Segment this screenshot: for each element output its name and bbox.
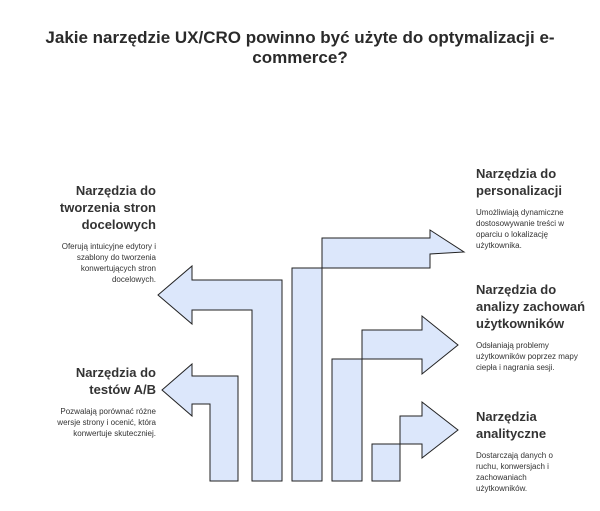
tool-analytics-description: Dostarczają danych o ruchu, konwersjach i zachowaniach użytkowników. bbox=[476, 451, 553, 493]
tool-analytics-heading: Narzędzia analityczne bbox=[476, 409, 547, 441]
tool-landing-pages-description: Oferują intuicyjne edytory i szablony do tworzenia konwertujących stron docelowych. bbox=[61, 242, 156, 284]
tool-ab-tests-heading: Narzędzia do testów A/B bbox=[75, 365, 156, 397]
tool-ab-tests bbox=[20, 364, 156, 439]
tool-analytics bbox=[476, 408, 586, 494]
tool-user-behavior-description: Odsłaniają problemy użytkowników poprzez mapy ciepła i nagrania sesji. bbox=[476, 341, 578, 372]
tool-personalization-heading: Narzędzia do personalizacji bbox=[476, 166, 562, 198]
tool-personalization bbox=[476, 165, 586, 251]
tool-landing-pages bbox=[20, 182, 156, 285]
tool-landing-pages-heading: Narzędzia do tworzenia stron docelowych bbox=[59, 183, 156, 232]
diagram-title: Jakie narzędzie UX/CRO powinno być użyte do optymalizacji e-commerce? bbox=[45, 28, 555, 67]
arrow-ab-tests bbox=[162, 364, 238, 481]
tool-user-behavior-heading: Narzędzia do analizy zachowań użytkowników bbox=[476, 282, 586, 331]
tool-personalization-description: Umożliwiają dynamiczne dostosowywanie treści w oparciu o lokalizację użytkownika. bbox=[476, 208, 565, 250]
arrow-analytics bbox=[372, 402, 458, 481]
tool-ab-tests-description: Pozwalają porównać różne wersje strony i ocenić, która konwertuje skuteczniej. bbox=[57, 407, 156, 438]
tool-user-behavior bbox=[476, 281, 594, 373]
